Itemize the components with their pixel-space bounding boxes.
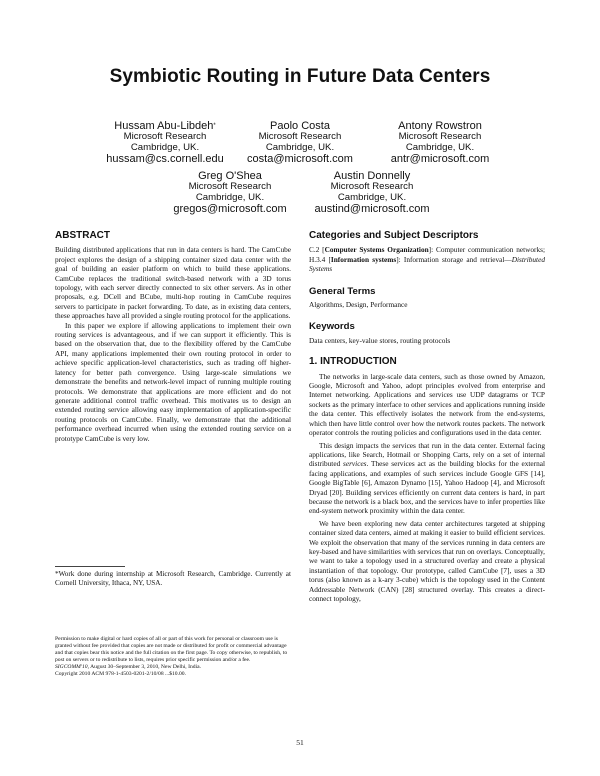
abstract-section — [55, 231, 291, 443]
footnote-rule — [55, 566, 125, 567]
author-name: Austin Donnelly — [333, 170, 411, 182]
author-name: Greg O'Shea — [198, 170, 262, 182]
keywords-text: Data centers, key-value stores, routing protocols — [309, 335, 451, 345]
author-email: gregos@microsoft.com — [173, 203, 287, 216]
author-org: Microsoft Research — [398, 131, 482, 142]
author-location: Cambridge, UK. — [130, 141, 200, 153]
author-block — [100, 120, 230, 165]
author-block — [302, 170, 442, 215]
venue-details: August 30–September 3, 2010, New Delhi, India. — [88, 664, 201, 670]
general-terms-text: Algorithms, Design, Performance — [309, 300, 408, 310]
permission-text: Permission to make digital or hard copies of all or part of this work for personal or classroom use is granted without fee provided that copies are not made or distributed for profit or commercial advantage and that copies bear this notice and the full citation on the first page. To copy otherwise, to republish, to post on servers or to redistribute to lists, requires prior specific permission and/or a fee. — [55, 636, 288, 663]
categories-text: C.2 [Computer Systems Organization]: Computer communication networks; H.3.4 [Information systems]: Information storage and retrieval—Distributed Systems — [309, 245, 545, 274]
author-org: Microsoft Research — [258, 131, 342, 142]
author-name: Hussam Abu-Libdeh — [114, 120, 214, 132]
abstract-paragraph: Building distributed applications that run in data centers is hard. The CamCube project explores the design of a shipping container sized data center with the goal of building an easier platform on which to build these applications. CamCube replaces the traditional switch-based network with a 3D torus topology, with each server directly connected to six other servers. As in other proposals, e.g. DCell and BCube, multi-hop routing in CamCube requires servers to participate in packet forwarding. To date, as in existing data centers, these approaches have all provided a single routing protocol for the applications. — [55, 245, 291, 321]
author-name: Antony Rowstron — [398, 120, 482, 132]
venue-name: SIGCOMM'10, — [55, 664, 89, 670]
categories-heading: Categories and Subject Descriptors — [309, 230, 479, 241]
author-org: Microsoft Research — [188, 181, 272, 192]
right-column — [309, 231, 545, 603]
author-org: Microsoft Research — [330, 181, 414, 192]
copyright-line: Copyright 2010 ACM 978-1-4503-0201-2/10/08 ...$10.00. — [55, 671, 186, 677]
author-location: Cambridge, UK. — [265, 141, 335, 153]
author-block — [235, 120, 365, 165]
intro-paragraph: This design impacts the services that run in the data center. External facing applications, like Search, Hotmail or Shopping Carts, rely on a set of internal distributed services. These services act as the building blocks for the external facing applications, and examples of such services include Google GFS [14], Google BigTable [6], Amazon Dynamo [15], Yahoo Hadoop [4], and Microsoft Dryad [20]. Building services efficiently on current data centers is hard, in part because the network is a black box, and the services have to infer properties like end-system network proximity within the data center. — [309, 440, 545, 516]
author-block — [165, 170, 295, 215]
intro-heading: 1. INTRODUCTION — [309, 356, 397, 368]
author-location: Cambridge, UK. — [195, 191, 265, 203]
author-location: Cambridge, UK. — [337, 191, 407, 203]
intro-paragraph: We have been exploring new data center architectures targeted at shipping container sized data centers, aimed at making it easier to build efficient services. We exploit the observation that many of the services running in data centers are key-based and have similarities with services that run on overlays. Conceptually, we want to take a topology used in a structured overlay and create a physical instantiation of that topology. Our prototype, called CamCube [7], uses a 3D torus (also known as a k-ary 3-cube) which is the topology used in the Content Addressable Network (CAN) [28] structured overlay. This creates a direct-connect topology, — [309, 518, 545, 603]
author-email: antr@microsoft.com — [390, 153, 490, 166]
general-terms-heading: General Terms — [309, 285, 376, 297]
author-email: austind@microsoft.com — [314, 203, 430, 216]
author-org: Microsoft Research — [123, 131, 207, 142]
author-name: Paolo Costa — [270, 120, 330, 132]
page-number: 51 — [296, 738, 304, 747]
copyright-notice — [55, 636, 291, 678]
abstract-paragraph: In this paper we explore if allowing applications to implement their own routing services is advantageous, and if we can support it efficiently. This is based on the observation that, due to the flexibility offered by the CamCube API, many applications implemented their own routing protocol in order to achieve specific application-level characteristics, such as trading off higher-latency for better path convergence. Using large-scale simulations we demonstrate the benefits and network-level impact of running multiple routing protocols. We demonstrate that applications are more efficient and do not generate additional control traffic overhead. This motivates us to design an extended routing service allowing easy implementation of application-specific routing protocols on CamCube. Finally, we demonstrate that the additional performance overhead incurred when using the extended routing service on a prototype CamCube is very low. — [55, 320, 291, 443]
paper-title: Symbiotic Routing in Future Data Centers — [109, 66, 491, 87]
author-block — [370, 120, 510, 165]
intro-paragraph: The networks in large-scale data centers, such as those owned by Amazon, Google, Microsoft and Yahoo, adopt principles evolved from enterprise and Internet networking. Applications and services use UDP datagrams or TCP sockets as the primary interface to other services and applications running inside the data center. This effectively isolates the network from the end-systems, which then have little control over how the network routes packets. The network operator controls the routing policies and configurations used in the data center. — [309, 371, 545, 438]
author-mark: * — [213, 123, 216, 129]
footnote: *Work done during internship at Microsoft Research, Cambridge. Currently at Cornell University, Ithaca, NY, USA. — [55, 570, 291, 587]
author-location: Cambridge, UK. — [405, 141, 475, 153]
author-email: hussam@cs.cornell.edu — [106, 153, 224, 166]
abstract-heading: ABSTRACT — [55, 230, 110, 241]
author-email: costa@microsoft.com — [247, 153, 353, 166]
keywords-heading: Keywords — [309, 321, 355, 333]
